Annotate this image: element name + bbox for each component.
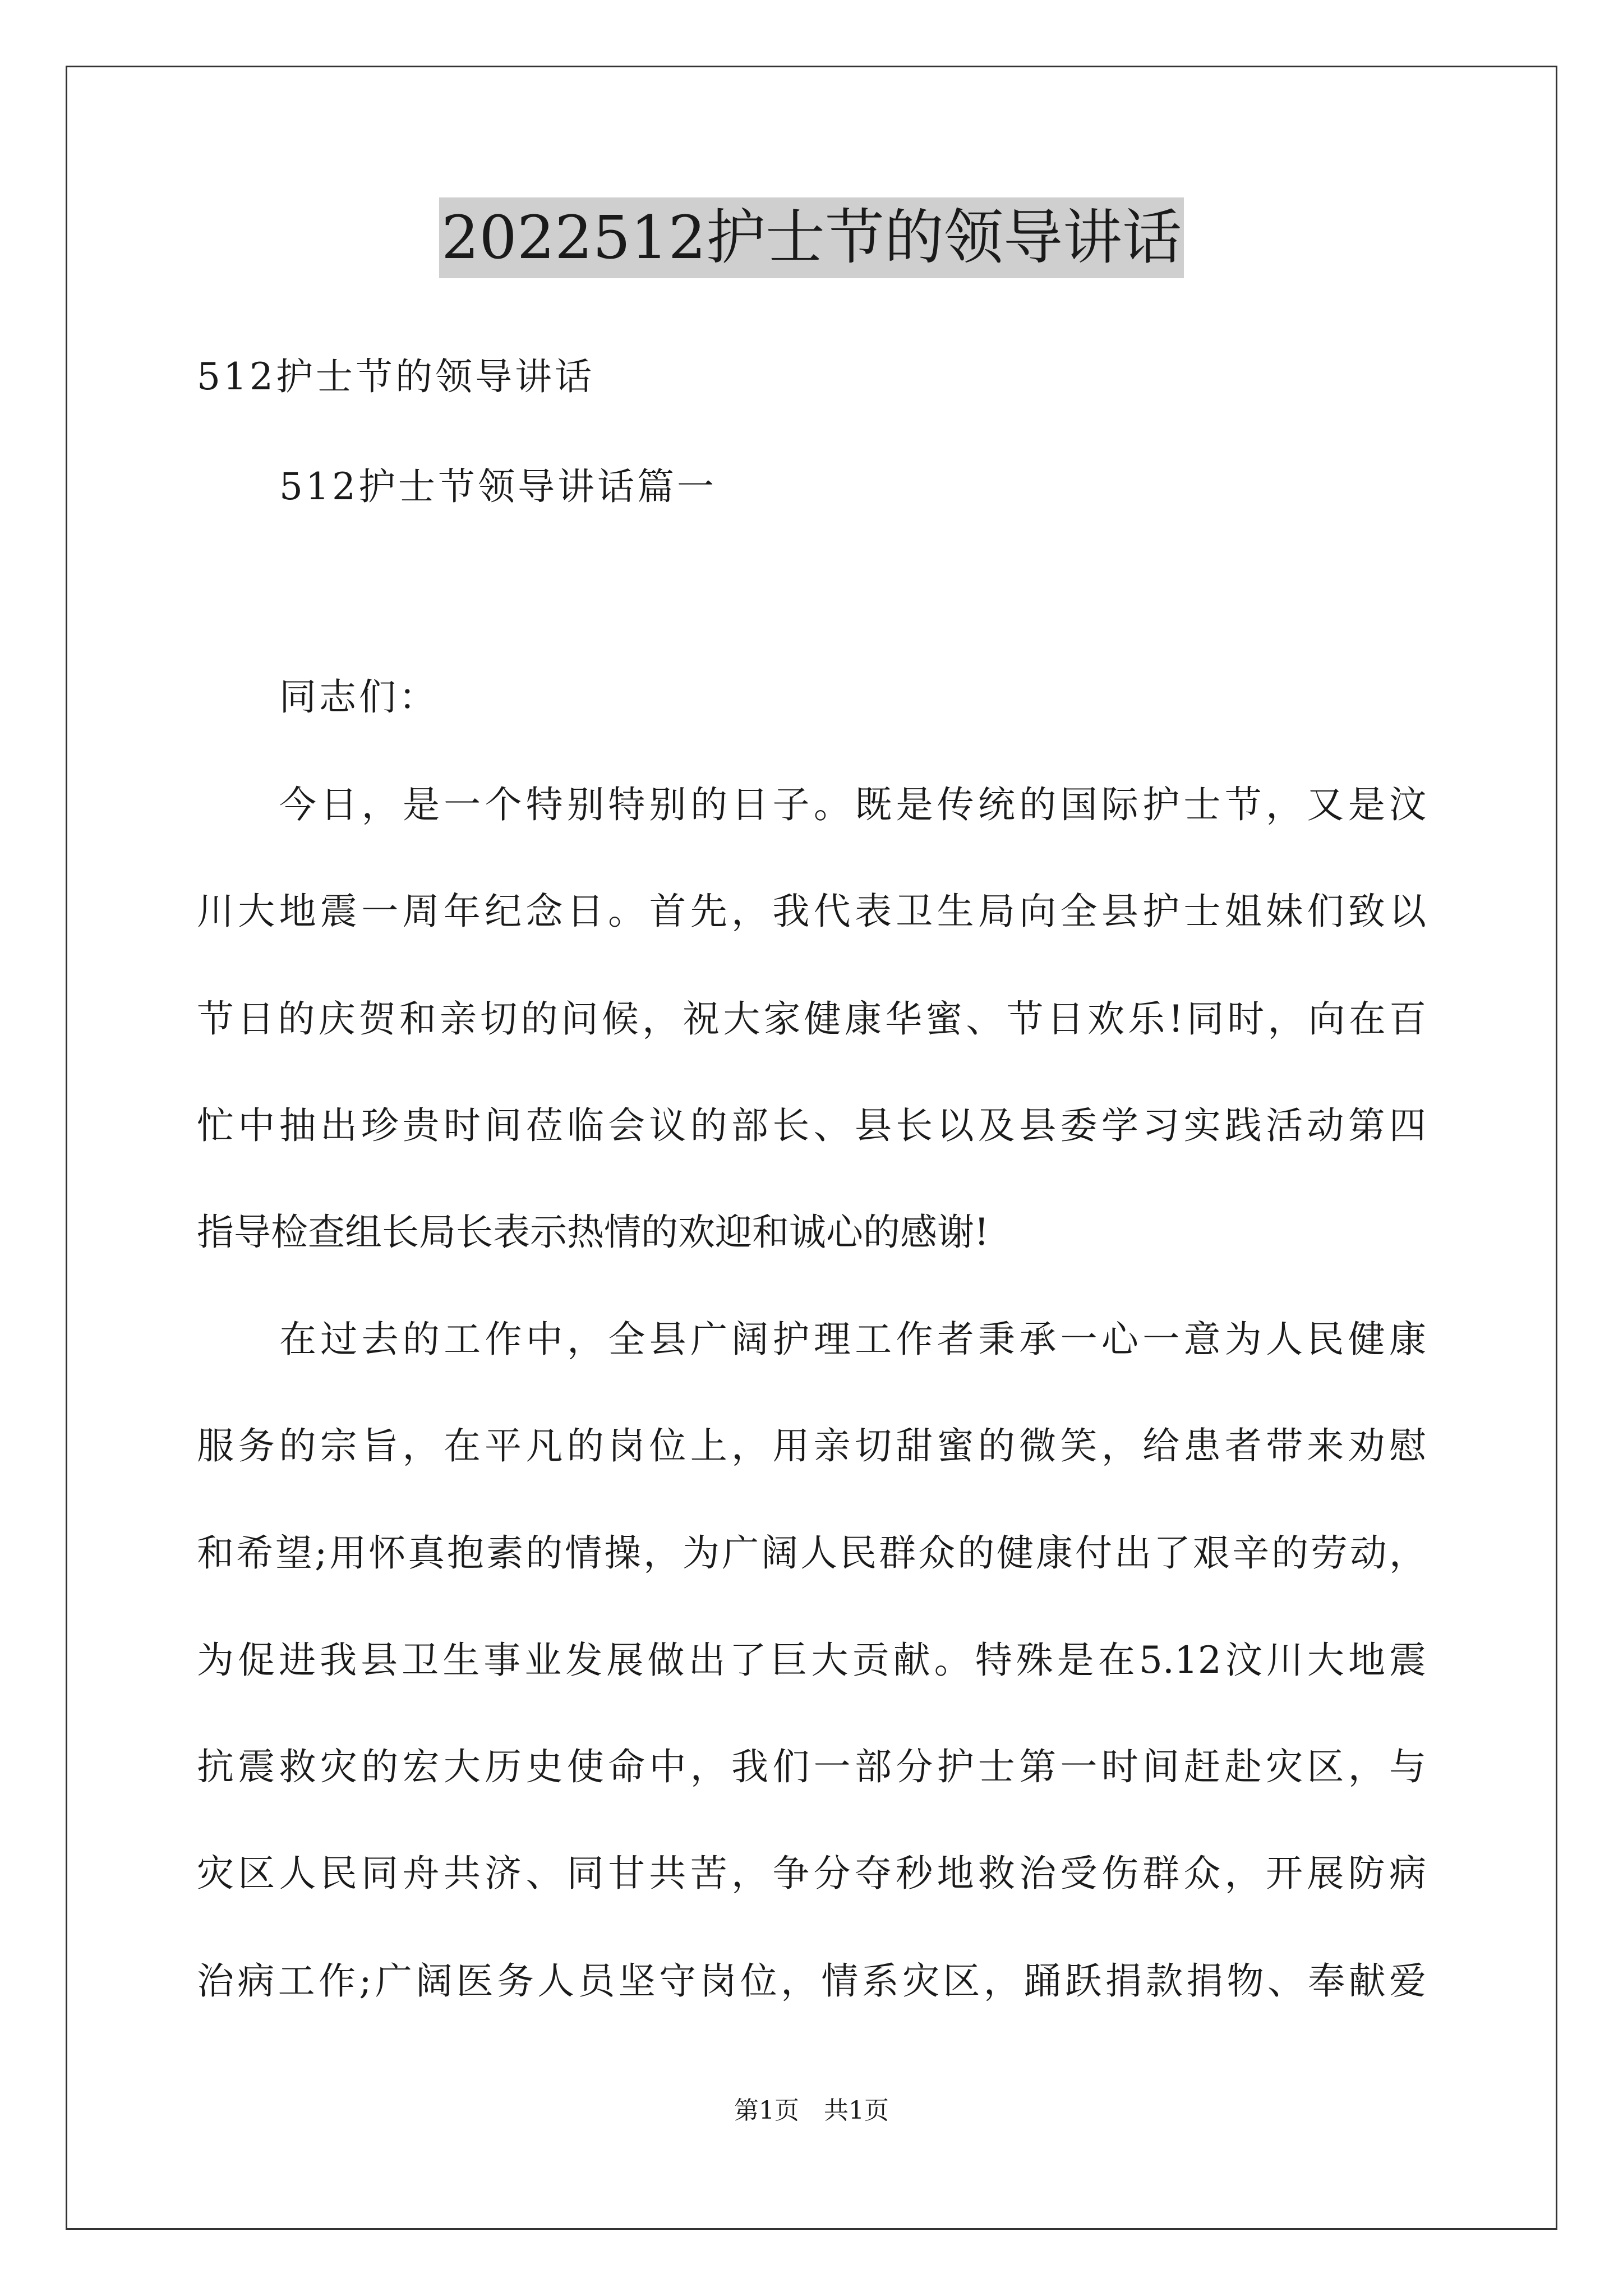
title-container — [0, 197, 1623, 278]
section-heading: 512护士节领导讲话篇一 — [279, 465, 717, 508]
body-line: 为促进我县卫生事业发展做出了巨大贡献。特殊是在5.12汶川大地震 — [197, 1639, 1426, 1682]
body-line: 川大地震一周年纪念日。首先，我代表卫生局向全县护士姐妹们致以 — [197, 890, 1426, 933]
document-subtitle: 512护士节的领导讲话 — [197, 355, 594, 398]
body-line: 和希望;用怀真抱素的情操，为广阔人民群众的健康付出了艰辛的劳动， — [197, 1531, 1426, 1575]
body-line: 抗震救灾的宏大历史使命中，我们一部分护士第一时间赶赴灾区，与 — [197, 1745, 1426, 1788]
body-line: 指导检查组长局长表示热情的欢迎和诚心的感谢! — [197, 1211, 989, 1254]
body-line: 今日，是一个特别特别的日子。既是传统的国际护士节，又是汶 — [279, 783, 1426, 826]
body-line: 服务的宗旨，在平凡的岗位上，用亲切甜蜜的微笑，给患者带来劝慰 — [197, 1424, 1426, 1467]
document-title: 2022512护士节的领导讲话 — [439, 197, 1184, 278]
body-line: 在过去的工作中，全县广阔护理工作者秉承一心一意为人民健康 — [279, 1318, 1426, 1361]
body-line: 节日的庆贺和亲切的问候，祝大家健康华蜜、节日欢乐!同时，向在百 — [197, 997, 1426, 1041]
body-line: 治病工作;广阔医务人员坚守岗位，情系灾区，踊跃捐款捐物、奉献爱 — [197, 1959, 1426, 2003]
salutation: 同志们： — [279, 675, 439, 719]
body-line: 忙中抽出珍贵时间莅临会议的部长、县长以及县委学习实践活动第四 — [197, 1104, 1426, 1147]
body-line: 灾区人民同舟共济、同甘共苦，争分夺秒地救治受伤群众，开展防病 — [197, 1852, 1426, 1895]
page-footer: 第1页 共1页 — [734, 2096, 889, 2125]
